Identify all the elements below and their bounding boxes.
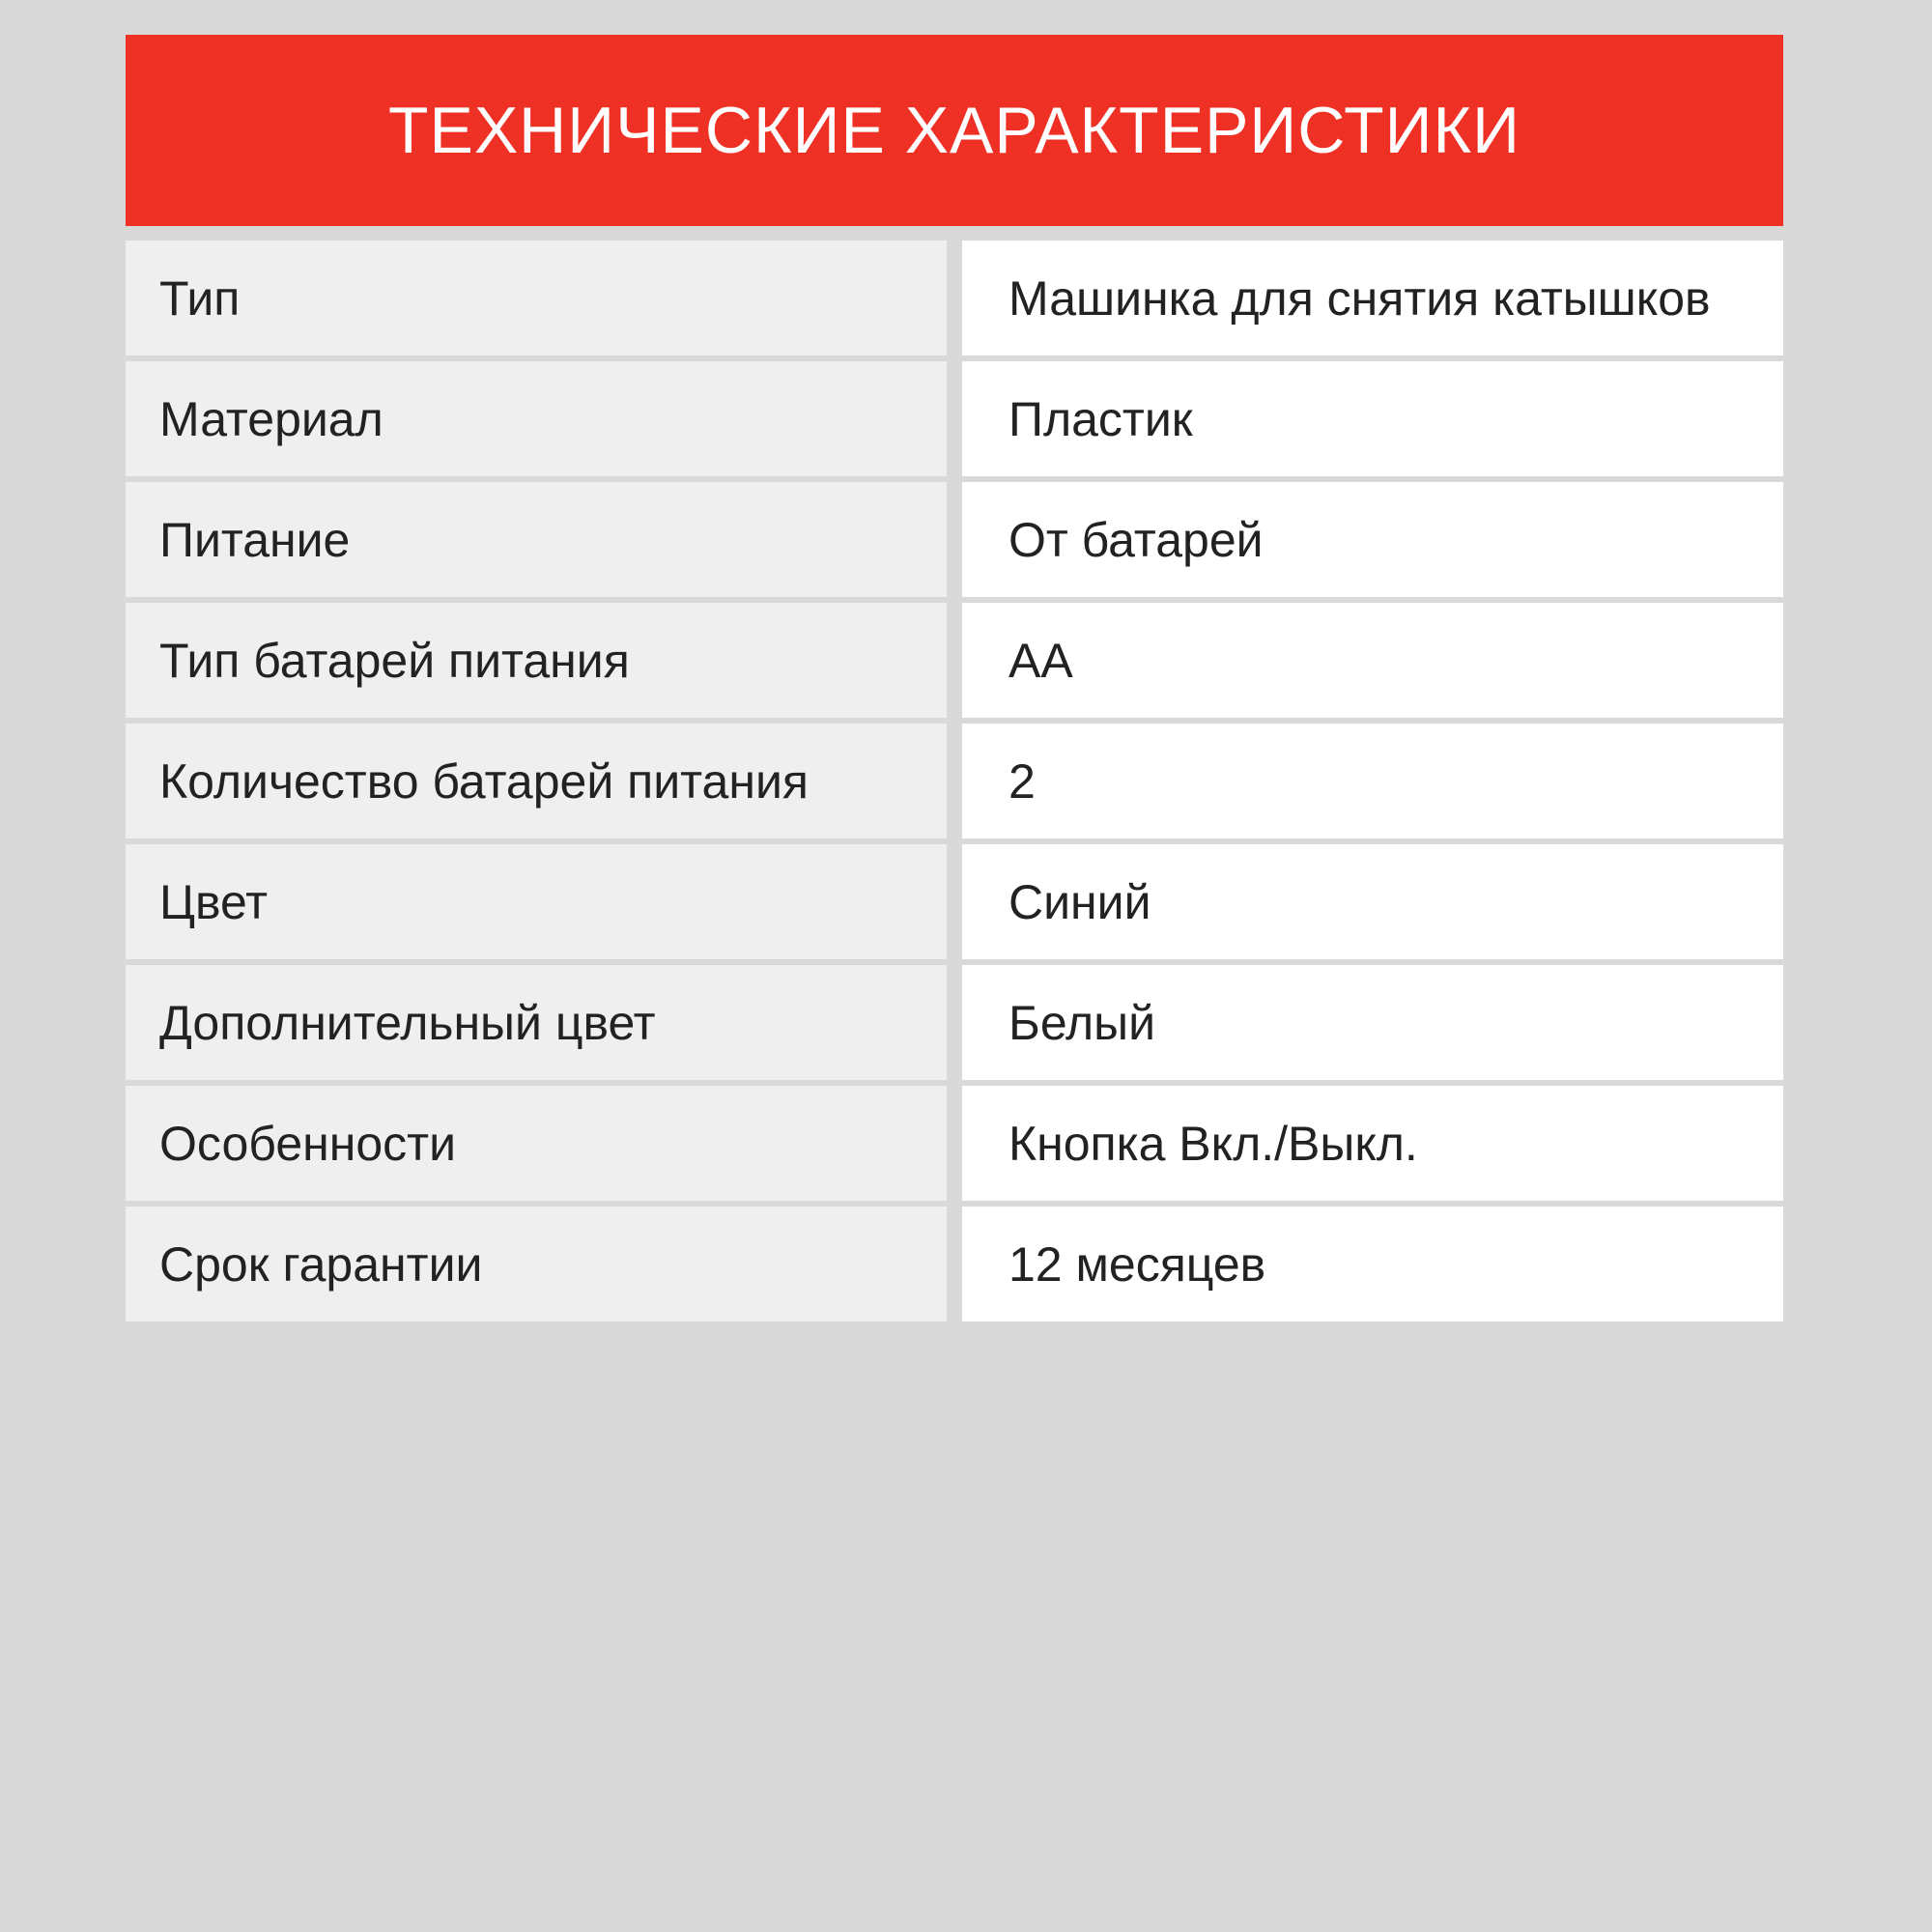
spec-value: 2	[962, 724, 1783, 838]
spec-label: Особенности	[126, 1086, 947, 1201]
spec-value: Белый	[962, 965, 1783, 1080]
spec-label: Питание	[126, 482, 947, 597]
spec-label: Дополнительный цвет	[126, 965, 947, 1080]
table-row	[126, 603, 1783, 718]
spec-value: AA	[962, 603, 1783, 718]
table-row	[126, 844, 1783, 959]
spec-value: Машинка для снятия катышков	[962, 241, 1783, 355]
spec-label: Тип батарей питания	[126, 603, 947, 718]
spec-label: Срок гарантии	[126, 1207, 947, 1321]
specs-table	[126, 241, 1783, 1327]
specs-header	[126, 35, 1783, 226]
table-row	[126, 724, 1783, 838]
spec-value: Пластик	[962, 361, 1783, 476]
table-row	[126, 965, 1783, 1080]
spec-label: Цвет	[126, 844, 947, 959]
page-title: ТЕХНИЧЕСКИЕ ХАРАКТЕРИСТИКИ	[387, 94, 1521, 167]
spec-value: Синий	[962, 844, 1783, 959]
table-row	[126, 1207, 1783, 1321]
table-row	[126, 482, 1783, 597]
spec-label: Материал	[126, 361, 947, 476]
table-row	[126, 1086, 1783, 1201]
spec-label: Количество батарей питания	[126, 724, 947, 838]
spec-value: 12 месяцев	[962, 1207, 1783, 1321]
table-row	[126, 361, 1783, 476]
spec-value: От батарей	[962, 482, 1783, 597]
spec-label: Тип	[126, 241, 947, 355]
table-row	[126, 241, 1783, 355]
spec-value: Кнопка Вкл./Выкл.	[962, 1086, 1783, 1201]
